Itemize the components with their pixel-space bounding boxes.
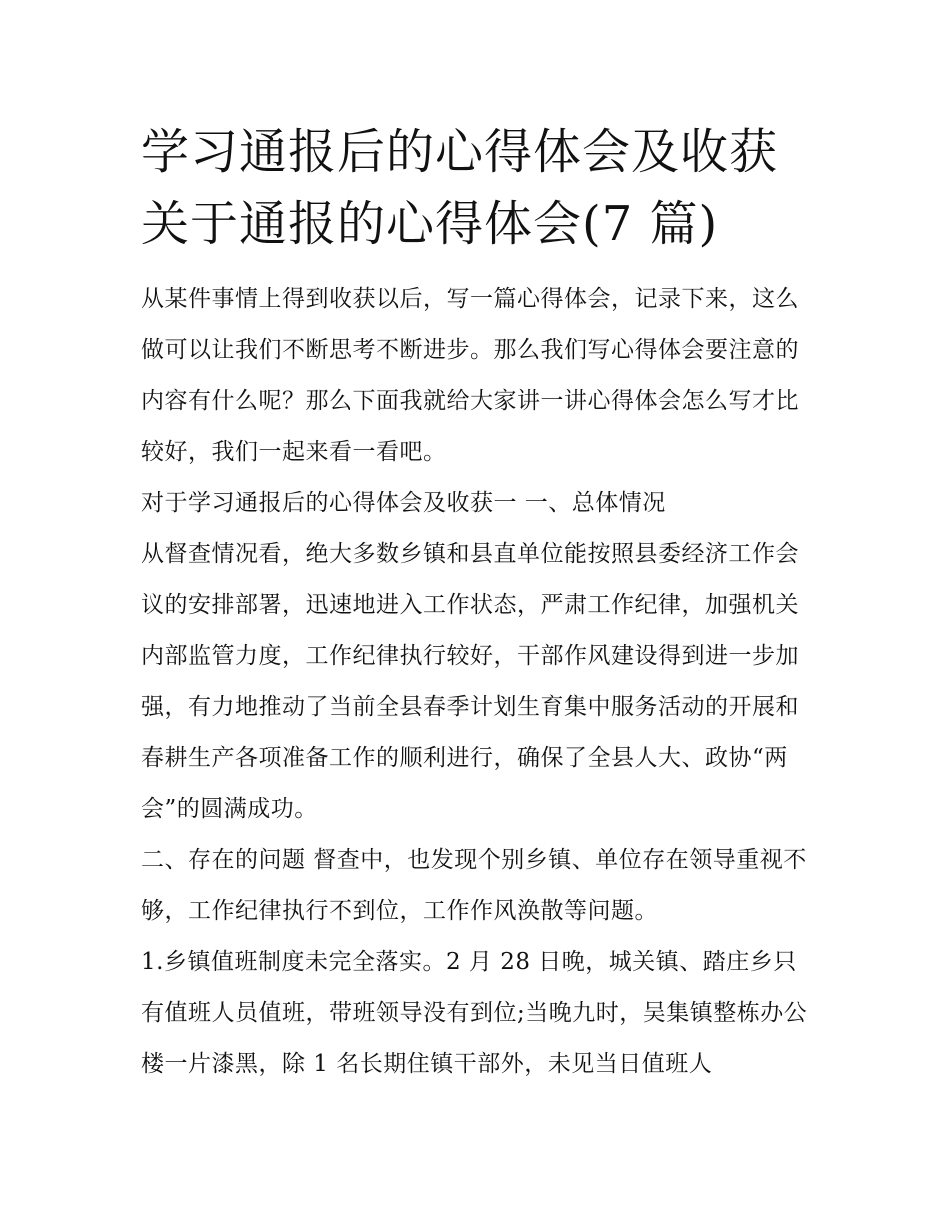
- document-body: [141, 274, 810, 1090]
- section-heading-overview: 对于学习通报后的心得体会及收获一 一、总体情况: [141, 490, 666, 516]
- document-title: [141, 0, 810, 260]
- intro-paragraph: 从某件事情上得到收获以后，写一篇心得体会，记录下来，这么做可以让我们不断思考不断进步。那么我们写心得体会要注意的内容有什么呢？那么下面我就给大家讲一讲心得体会怎么写才比较好，我们一起来看一看吧。: [141, 286, 799, 465]
- title-line-1: 学习通报后的心得体会及收获: [141, 124, 779, 180]
- item-1-paragraph: 1.乡镇值班制度未完全落实。2 月 28 日晚，城关镇、踏庄乡只有值班人员值班，带班领导没有到位;当晚九时，吴集镇整栋办公楼一片漆黑，除 1 名长期住镇干部外，未见当日值班人: [141, 949, 808, 1077]
- problems-paragraph: 二、存在的问题 督查中，也发现个别乡镇、单位存在领导重视不够，工作纪律执行不到位，工作作风涣散等问题。: [141, 847, 807, 924]
- overview-paragraph: 从督查情况看，绝大多数乡镇和县直单位能按照县委经济工作会议的安排部署，迅速地进入工作状态，严肃工作纪律，加强机关内部监管力度，工作纪律执行较好，干部作风建设得到进一步加强，有力地推动了当前全县春季计划生育集中服务活动的开展和春耕生产各项准备工作的顺利进行，确保了全县人大、政协“两会”的圆满成功。: [141, 541, 799, 822]
- title-line-2: 关于通报的心得体会(7 篇): [141, 196, 719, 252]
